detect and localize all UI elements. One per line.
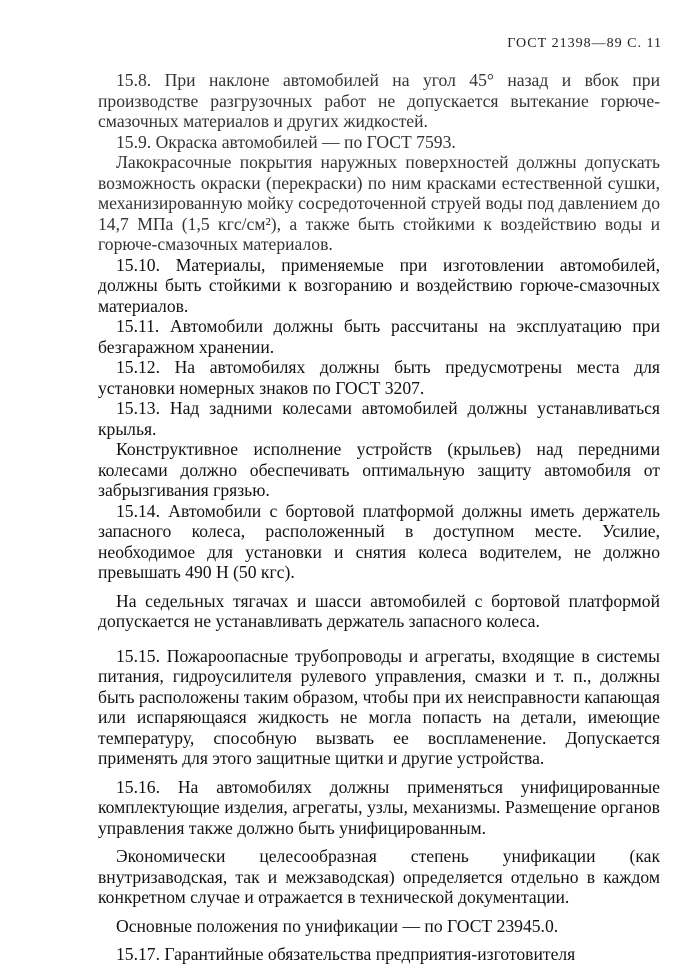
paragraph-unification-degree: Экономически целесообразная степень унификации (как внутризаводская, так и межзаводская) определяется отдельно в каждом конкретном случае и отражается в технической документации. [98,846,660,907]
paragraph-15-14: 15.14. Автомобили с бортовой платформой должны иметь держатель запасного колеса, расположенный в доступном месте. Усилие, необходимое для установки и снятия колеса водителем, не должно превышать 490 Н (50 кгс). [98,500,660,582]
paragraph-15-10: 15.10. Материалы, применяемые при изготовлении автомобилей, должны быть стойкими к возгоранию и воздействию горюче-смазочных материалов. [98,254,660,316]
page-header: ГОСТ 21398—89 С. 11 [507,36,662,51]
document-body [98,70,660,965]
paragraph-paint-coatings: Лакокрасочные покрытия наружных поверхностей должны допускать возможность окраски (перекраски) по ним красками естественной сушки, механизированную мойку сосредоточенной струей воды под давлением до 14,7 МПа (1,5 кгс/см²), а также быть стойкими к воздействию воды и горюче-смазочных материалов. [98,152,660,254]
paragraph-15-8: 15.8. При наклоне автомобилей на угол 45° назад и вбок при производстве разгрузочных работ не допускается вытекание горюче-смазочных материалов и других жидкостей. [98,70,660,131]
paragraph-15-12: 15.12. На автомобилях должны быть предусмотрены места для установки номерных знаков по ГОСТ 3207. [98,357,660,398]
paragraph-15-11: 15.11. Автомобили должны быть рассчитаны на эксплуатацию при безгаражном хранении. [98,316,660,357]
paragraph-15-16: 15.16. На автомобилях должны применяться унифицированные комплектующие изделия, агрегаты, узлы, механизмы. Размещение органов управления также должно быть унифицированным. [98,776,660,838]
paragraph-fenders: Конструктивное исполнение устройств (крыльев) над передними колесами должно обеспечивать оптимальную защиту автомобиля от забрызгивания грязью. [98,439,660,500]
paragraph-unification-basics: Основные положения по унификации — по ГОСТ 23945.0. [116,915,559,936]
paragraph-semitrailer-tractors: На седельных тягачах и шасси автомобилей с бортовой платформой допускается не устанавливать держатель запасного колеса. [98,590,660,631]
paragraph-15-13: 15.13. Над задними колесами автомобилей должны устанавливаться крылья. [98,398,660,439]
paragraph-15-9: 15.9. Окраска автомобилей — по ГОСТ 7593. [116,131,456,152]
paragraph-15-17: 15.17. Гарантийные обязательства предприятия-изготовителя [116,944,576,964]
paragraph-15-15: 15.15. Пожароопасные трубопроводы и агрегаты, входящие в системы питания, гидроусилителя рулевого управления, смазки и т. п., должны быть расположены таким образом, чтобы при их неисправности капающая или испаряющаяся жидкость не могла попасть на детали, имеющие температуру, способную вызвать ее воспламенение. Допускается применять для этого защитные щитки и другие устройства. [98,645,660,768]
